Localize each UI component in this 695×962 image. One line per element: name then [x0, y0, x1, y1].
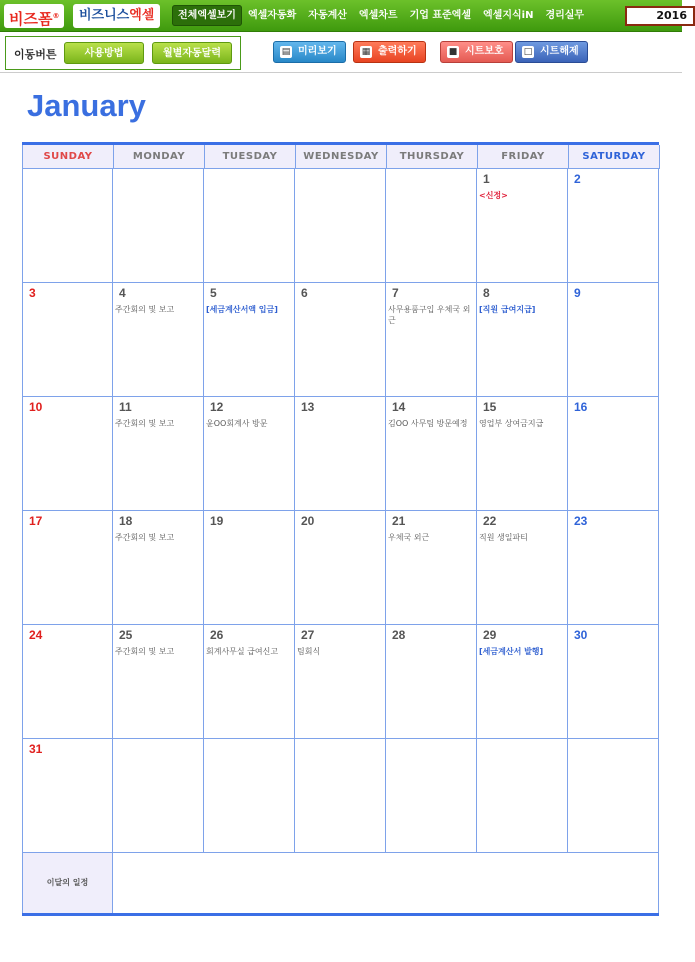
event-text: <신정>: [479, 191, 508, 200]
top-nav-bar: [0, 0, 687, 32]
day-cell[interactable]: [568, 511, 659, 625]
weekday-wednesday: WEDNESDAY: [296, 145, 387, 169]
day-number: 24: [29, 628, 43, 642]
preview-label: 미리보기: [298, 46, 337, 57]
day-number: 16: [574, 400, 588, 414]
day-cell[interactable]: [477, 283, 568, 397]
event-text: 영업부 상여금지급: [479, 419, 544, 428]
day-cell[interactable]: [113, 283, 204, 397]
day-cell[interactable]: [295, 397, 386, 511]
day-cell[interactable]: [477, 625, 568, 739]
event-text: [세금계산서 발행]: [479, 647, 544, 656]
nav-item-excel-chart[interactable]: 엑셀차트: [358, 10, 398, 21]
registered-mark-icon: ®: [52, 12, 60, 20]
day-number: 8: [483, 286, 490, 300]
day-number: 20: [301, 514, 315, 528]
event-text: 회계사무실 급여신고: [206, 647, 279, 656]
logo-main-text: 비즈폼: [9, 10, 53, 28]
day-cell[interactable]: [477, 397, 568, 511]
day-cell[interactable]: [22, 283, 113, 397]
nav-item-all-excel[interactable]: 전체엑셀보기: [172, 5, 242, 26]
day-cell[interactable]: [204, 625, 295, 739]
day-cell[interactable]: [386, 169, 477, 283]
day-number: 27: [301, 628, 315, 642]
print-button[interactable]: [353, 41, 426, 63]
day-cell[interactable]: [204, 511, 295, 625]
day-number: 19: [210, 514, 224, 528]
weekday-friday: FRIDAY: [478, 145, 569, 169]
day-number: 12: [210, 400, 224, 414]
day-cell[interactable]: [113, 397, 204, 511]
day-number: 29: [483, 628, 497, 642]
day-number: 21: [392, 514, 406, 528]
weekday-monday: MONDAY: [114, 145, 205, 169]
day-number: 7: [392, 286, 399, 300]
event-text: 주간회의 및 보고: [115, 305, 175, 314]
day-cell[interactable]: [113, 511, 204, 625]
day-number: 13: [301, 400, 315, 414]
toolbar: [0, 33, 682, 73]
day-cell[interactable]: [386, 397, 477, 511]
weekday-thursday: THURSDAY: [387, 145, 478, 169]
event-text: [직원 급여지급]: [479, 305, 536, 314]
monthly-calendar-button[interactable]: 월별자동달력: [152, 42, 232, 64]
day-cell[interactable]: [295, 625, 386, 739]
day-number: 9: [574, 286, 581, 300]
monthly-schedule-notes[interactable]: [113, 853, 659, 913]
day-cell[interactable]: [295, 511, 386, 625]
printer-icon: ▦: [361, 47, 371, 57]
preview-icon: ▤: [281, 47, 291, 57]
day-number: 4: [119, 286, 126, 300]
event-text: 주간회의 및 보고: [115, 647, 175, 656]
weekday-sunday: SUNDAY: [23, 145, 114, 169]
day-cell[interactable]: [22, 625, 113, 739]
day-cell[interactable]: [568, 169, 659, 283]
nav-item-accounting[interactable]: 경리실무: [545, 10, 585, 21]
day-number: 18: [119, 514, 133, 528]
day-number: 2: [574, 172, 581, 186]
day-number: 5: [210, 286, 217, 300]
day-number: 30: [574, 628, 588, 642]
unprotect-label: 시트해제: [540, 46, 579, 57]
unprotect-sheet-button[interactable]: [515, 41, 588, 63]
monthly-schedule-label: 이달의 일정: [22, 853, 113, 913]
day-cell[interactable]: [22, 169, 113, 283]
event-text: 직원 생일파티: [479, 533, 528, 542]
day-cell[interactable]: [204, 739, 295, 853]
day-number: 1: [483, 172, 490, 186]
day-cell[interactable]: [568, 283, 659, 397]
day-cell[interactable]: [386, 739, 477, 853]
day-cell[interactable]: [295, 283, 386, 397]
day-number: 25: [119, 628, 133, 642]
day-number: 22: [483, 514, 497, 528]
day-cell[interactable]: [22, 397, 113, 511]
day-number: 26: [210, 628, 224, 642]
event-text: 주간회의 및 보고: [115, 419, 175, 428]
weekday-tuesday: TUESDAY: [205, 145, 296, 169]
day-cell[interactable]: [295, 739, 386, 853]
event-text: 우체국 외근: [388, 533, 430, 542]
day-cell[interactable]: [204, 169, 295, 283]
day-cell[interactable]: [22, 739, 113, 853]
weekday-header: [22, 145, 659, 169]
month-title: January: [27, 88, 146, 123]
day-cell[interactable]: [386, 625, 477, 739]
main-nav: [172, 5, 590, 26]
move-button-label: 이동버튼: [14, 48, 57, 61]
day-number: 17: [29, 514, 43, 528]
business-excel-logo[interactable]: [73, 4, 160, 28]
day-number: 28: [392, 628, 406, 642]
day-number: 15: [483, 400, 497, 414]
day-cell[interactable]: [386, 511, 477, 625]
logo-sub-red: 엑셀: [129, 8, 155, 23]
bizforms-logo[interactable]: [4, 4, 64, 28]
unlock-icon: □: [523, 47, 533, 57]
day-cell[interactable]: [386, 283, 477, 397]
year-input[interactable]: 2016: [625, 6, 695, 26]
usage-button[interactable]: 사용방법: [64, 42, 144, 64]
event-text: [세금계산서액 입금]: [206, 305, 278, 314]
day-cell[interactable]: [568, 739, 659, 853]
day-number: 11: [119, 400, 132, 414]
day-cell[interactable]: [477, 169, 568, 283]
nav-item-standard-excel[interactable]: 기업 표준엑셀: [409, 10, 472, 21]
preview-button[interactable]: [273, 41, 346, 63]
calendar-grid: [22, 142, 659, 916]
protect-label: 시트보호: [465, 46, 504, 57]
day-number: 3: [29, 286, 36, 300]
event-text: 윤OO회계사 방문: [206, 419, 268, 428]
nav-item-excel-knowledge[interactable]: 엑셀지식iN: [483, 10, 534, 21]
event-text: 사무용품구입 우체국 외근: [388, 305, 471, 325]
day-number: 14: [392, 400, 406, 414]
day-cell[interactable]: [568, 625, 659, 739]
event-text: 팀회식: [297, 647, 321, 656]
day-cell[interactable]: [22, 511, 113, 625]
logo-sub-blue: 비즈니스: [79, 8, 130, 23]
day-number: 6: [301, 286, 308, 300]
day-cell[interactable]: [113, 625, 204, 739]
day-cell[interactable]: [477, 511, 568, 625]
day-cell[interactable]: [568, 397, 659, 511]
protect-sheet-button[interactable]: [440, 41, 513, 63]
day-cell[interactable]: [204, 283, 295, 397]
day-cell[interactable]: [113, 169, 204, 283]
day-number: 31: [29, 742, 43, 756]
move-button-group: [5, 36, 241, 70]
day-number: 23: [574, 514, 588, 528]
print-label: 출력하기: [378, 46, 417, 57]
weekday-saturday: SATURDAY: [569, 145, 660, 169]
nav-item-auto-calc[interactable]: 자동계산: [308, 10, 347, 21]
lock-icon: ■: [448, 47, 458, 57]
nav-item-excel-automation[interactable]: 엑셀자동화: [247, 10, 297, 21]
day-cell[interactable]: [295, 169, 386, 283]
event-text: 김OO 사무팀 방문예정: [388, 419, 468, 428]
day-cell[interactable]: [204, 397, 295, 511]
day-number: 10: [29, 400, 43, 414]
event-text: 주간회의 및 보고: [115, 533, 175, 542]
day-cell[interactable]: [113, 739, 204, 853]
day-cell[interactable]: [477, 739, 568, 853]
